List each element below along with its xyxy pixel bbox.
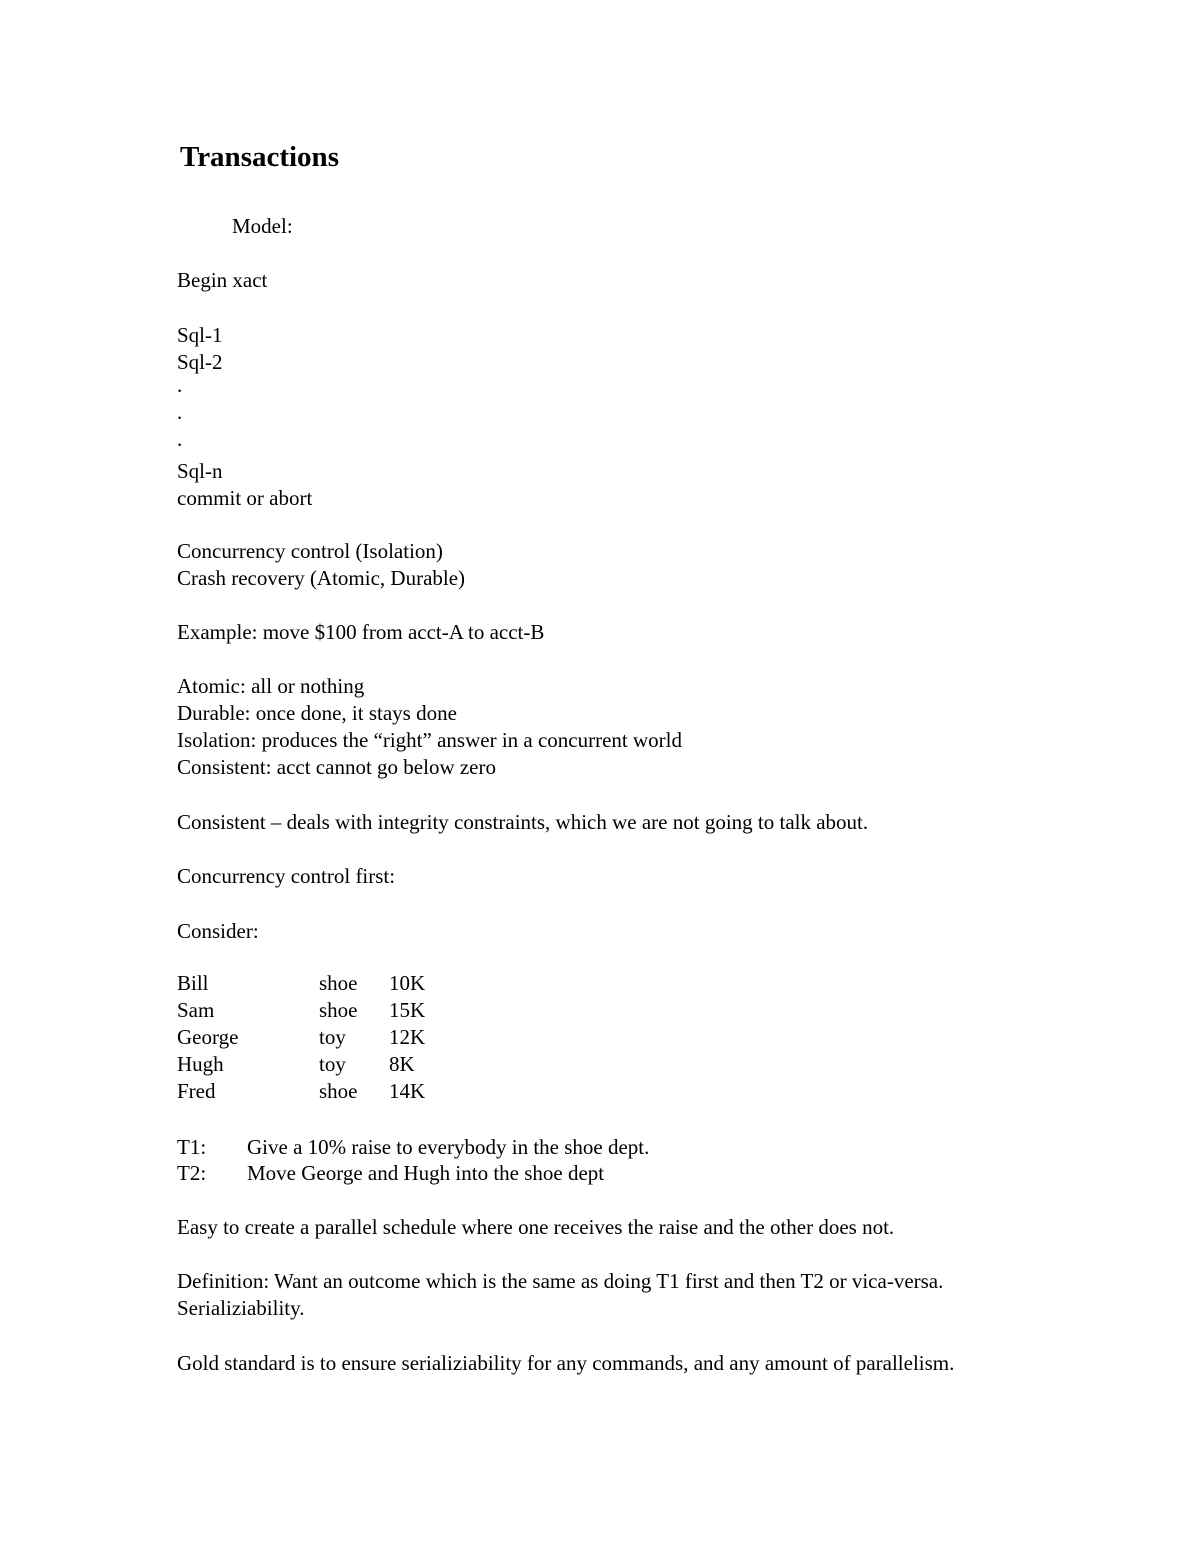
gold-standard-paragraph: Gold standard is to ensure serializiability for any commands, and any amount of parallelism. <box>177 1351 955 1375</box>
employee-salary: 10K <box>389 971 426 995</box>
employee-name: Hugh <box>177 1052 224 1076</box>
acid-atomic-line: Atomic: all or nothing <box>177 674 365 698</box>
transaction-label: T1: <box>177 1135 207 1159</box>
employee-dept: shoe <box>319 1079 358 1103</box>
table-row <box>177 1078 449 1105</box>
acid-durable-line: Durable: once done, it stays done <box>177 701 457 725</box>
acid-consistent-line: Consistent: acct cannot go below zero <box>177 755 496 779</box>
consistent-note: Consistent – deals with integrity constraints, which we are not going to talk about. <box>177 810 869 834</box>
concurrency-control-line: Concurrency control (Isolation) <box>177 539 443 563</box>
employee-name: Bill <box>177 971 209 995</box>
employee-table <box>177 970 449 1105</box>
crash-recovery-line: Crash recovery (Atomic, Durable) <box>177 566 466 590</box>
model-ellipsis-dot: . <box>177 373 183 397</box>
model-end-line: commit or abort <box>177 486 313 510</box>
employee-dept: shoe <box>319 998 358 1022</box>
employee-name: Sam <box>177 998 215 1022</box>
employee-dept: shoe <box>319 971 358 995</box>
model-sql1-line: Sql-1 <box>177 323 223 347</box>
model-label: Model: <box>232 214 293 238</box>
table-row <box>177 970 449 997</box>
employee-dept: toy <box>319 1052 346 1076</box>
employee-name: George <box>177 1025 239 1049</box>
example-line: Example: move $100 from acct-A to acct-B <box>177 620 545 644</box>
table-row <box>177 1051 449 1078</box>
table-row <box>177 997 449 1024</box>
model-sqln-line: Sql-n <box>177 459 223 483</box>
model-ellipsis-dot: . <box>177 400 183 424</box>
acid-isolation-line: Isolation: produces the “right” answer in a concurrent world <box>177 728 682 752</box>
consider-line: Consider: <box>177 919 259 943</box>
transaction-text: Move George and Hugh into the shoe dept <box>247 1161 605 1185</box>
employee-salary: 8K <box>389 1052 415 1076</box>
table-row <box>177 1024 449 1051</box>
model-sql2-line: Sql-2 <box>177 350 223 374</box>
employee-salary: 15K <box>389 998 426 1022</box>
employee-dept: toy <box>319 1025 346 1049</box>
transaction-label: T2: <box>177 1161 207 1185</box>
transaction-t2 <box>177 1160 604 1187</box>
definition-paragraph: Definition: Want an outcome which is the same as doing T1 first and then T2 or vica-versa. Serializiability. <box>177 1269 944 1320</box>
model-ellipsis-dot: . <box>177 427 183 451</box>
page-title: Transactions <box>180 141 339 173</box>
transaction-t1 <box>177 1134 649 1161</box>
employee-salary: 14K <box>389 1079 426 1103</box>
employee-salary: 12K <box>389 1025 426 1049</box>
transaction-text: Give a 10% raise to everybody in the shoe dept. <box>247 1135 650 1159</box>
concurrency-first-line: Concurrency control first: <box>177 864 396 888</box>
employee-name: Fred <box>177 1079 216 1103</box>
model-begin-line: Begin xact <box>177 268 268 292</box>
parallel-schedule-note: Easy to create a parallel schedule where one receives the raise and the other does not. <box>177 1215 895 1239</box>
